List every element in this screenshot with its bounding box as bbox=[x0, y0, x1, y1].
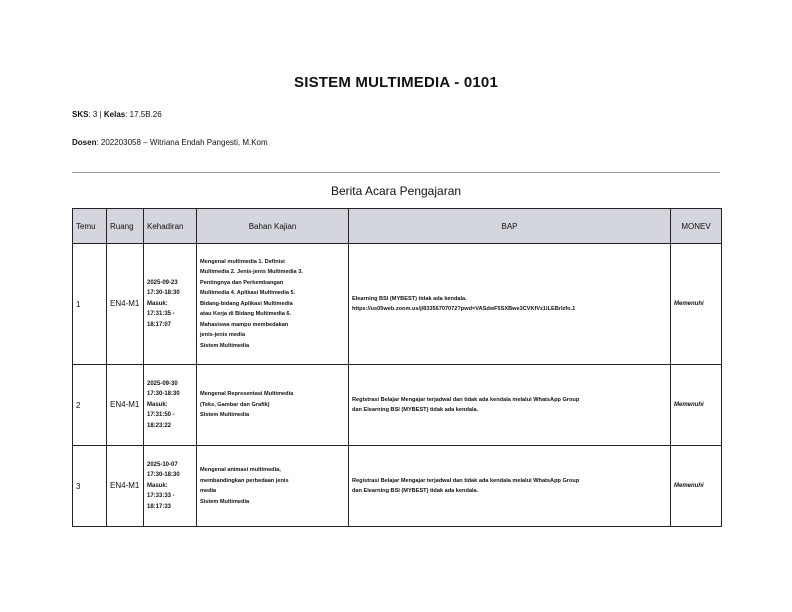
header-monev: MONEV bbox=[671, 209, 722, 244]
cell-bahan-kajian: Mengenal Representasi Multimedia (Teks, Gambar dan Grafik) Sistem Multimedia bbox=[197, 365, 349, 446]
cell-ruang: EN4-M1 bbox=[107, 446, 144, 527]
table-row bbox=[73, 244, 722, 365]
kelas-label: Kelas bbox=[103, 110, 126, 119]
table-row bbox=[73, 446, 722, 527]
cell-temu: 1 bbox=[73, 244, 107, 365]
cell-kehadiran: 2025-09-23 17:30-18:30 Masuk: 17:31:35 - 18:17:07 bbox=[144, 244, 197, 365]
cell-temu: 3 bbox=[73, 446, 107, 527]
cell-monev: Memenuhi bbox=[671, 365, 722, 446]
cell-bahan-kajian: Mengenal animasi multimedia, membandingkan perbedaan jenis media Sistem Multimedia bbox=[197, 446, 349, 527]
cell-monev: Memenuhi bbox=[671, 446, 722, 527]
document-title: SISTEM MULTIMEDIA - 0101 bbox=[294, 74, 498, 91]
sks-value: : 3 | bbox=[88, 110, 104, 119]
header-ruang: Ruang bbox=[107, 209, 144, 244]
cell-bap: Registrasi Belajar Mengajar terjadwal dan tidak ada kendala melalui WhatsApp Group dan Elearning BSI (MYBEST) tidak ada kendala. bbox=[349, 446, 671, 527]
cell-temu: 2 bbox=[73, 365, 107, 446]
cell-monev: Memenuhi bbox=[671, 244, 722, 365]
sks-label: SKS bbox=[72, 110, 89, 119]
header-kehadiran: Kehadiran bbox=[144, 209, 197, 244]
divider bbox=[72, 172, 720, 173]
cell-ruang: EN4-M1 bbox=[107, 365, 144, 446]
cell-bap: Elearning BSI (MYBEST) tidak ada kendala. https://us05web.zoom.us/j/83356707072?pwd=VASdwF5SXBwe3CVKfVz1lLEBrlzfo.1 bbox=[349, 244, 671, 365]
cell-ruang: EN4-M1 bbox=[107, 244, 144, 365]
table-header-row bbox=[73, 209, 722, 244]
header-temu: Temu bbox=[73, 209, 107, 244]
sks-kelas-line bbox=[72, 110, 162, 119]
cell-bahan-kajian: Mengenal multimedia 1. Definisi Multimedia 2. Jenis-jenis Multimedia 3. Pentingnya dan Perkembangan Multimedia 4. Aplikasi Multimedia 5. Bidang-bidang Aplikasi Multimedia atau Kerja di Bidang Multimedia 6. Mahasiswa mampu membedakan jenis-jenis media Sistem Multimedia bbox=[197, 244, 349, 365]
cell-kehadiran: 2025-10-07 17:30-18:30 Masuk: 17:33:33 - 18:17:33 bbox=[144, 446, 197, 527]
header-bahan-kajian: Bahan Kajian bbox=[197, 209, 349, 244]
header-bap: BAP bbox=[349, 209, 671, 244]
table-row bbox=[73, 365, 722, 446]
dosen-value: : 202203058 – Witriana Endah Pangesti, M.Kom bbox=[96, 138, 268, 147]
cell-kehadiran: 2025-09-30 17:30-18:30 Masuk: 17:31:50 - 18:23:22 bbox=[144, 365, 197, 446]
kelas-value: : 17.5B.26 bbox=[125, 110, 162, 119]
dosen-line bbox=[72, 138, 268, 147]
dosen-label: Dosen bbox=[72, 138, 97, 147]
cell-bap: Registrasi Belajar Mengajar terjadwal dan tidak ada kendala melalui WhatsApp Group dan Elearning BSI (MYBEST) tidak ada kendala. bbox=[349, 365, 671, 446]
section-title: Berita Acara Pengajaran bbox=[330, 184, 462, 198]
bap-table bbox=[72, 208, 722, 527]
